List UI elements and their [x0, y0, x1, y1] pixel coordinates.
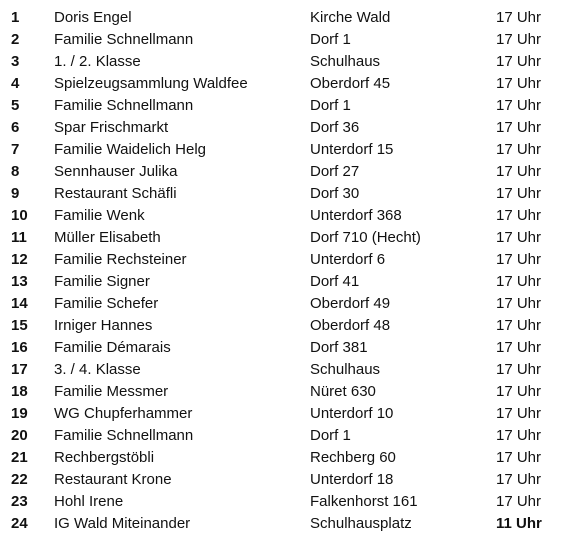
time: 17 Uhr — [496, 493, 542, 510]
table-row — [0, 161, 568, 183]
host-name: Hohl Irene — [54, 493, 124, 510]
host-name: Spar Frischmarkt — [54, 119, 169, 136]
location: Dorf 710 (Hecht) — [310, 229, 421, 246]
time: 17 Uhr — [496, 141, 542, 158]
host-name: Familie Schefer — [54, 295, 159, 312]
table-row — [0, 469, 568, 491]
time: 17 Uhr — [496, 273, 542, 290]
location: Dorf 30 — [310, 185, 360, 202]
location: Oberdorf 49 — [310, 295, 391, 312]
table-row — [0, 7, 568, 29]
host-name: 3. / 4. Klasse — [54, 361, 141, 378]
host-name: Spielzeugsammlung Waldfee — [54, 75, 248, 92]
table-row — [0, 117, 568, 139]
location: Schulhausplatz — [310, 515, 412, 532]
row-number: 8 — [11, 163, 20, 180]
host-name: IG Wald Miteinander — [54, 515, 191, 532]
table-row — [0, 205, 568, 227]
row-number: 24 — [11, 515, 28, 532]
location: Unterdorf 18 — [310, 471, 394, 488]
row-number: 14 — [11, 295, 28, 312]
row-number: 15 — [11, 317, 28, 334]
host-name: WG Chupferhammer — [54, 405, 193, 422]
table-row — [0, 139, 568, 161]
table-row — [0, 403, 568, 425]
time: 17 Uhr — [496, 251, 542, 268]
table-row — [0, 447, 568, 469]
time: 17 Uhr — [496, 75, 542, 92]
host-name: Familie Rechsteiner — [54, 251, 187, 268]
location: Unterdorf 6 — [310, 251, 386, 268]
host-name: Restaurant Schäfli — [54, 185, 177, 202]
host-name: Doris Engel — [54, 9, 132, 26]
location: Rechberg 60 — [310, 449, 396, 466]
location: Dorf 27 — [310, 163, 360, 180]
location: Nüret 630 — [310, 383, 376, 400]
time: 17 Uhr — [496, 9, 542, 26]
row-number: 18 — [11, 383, 28, 400]
host-name: Familie Schnellmann — [54, 31, 194, 48]
row-number: 3 — [11, 53, 20, 70]
time: 17 Uhr — [496, 229, 542, 246]
table-row — [0, 315, 568, 337]
location: Kirche Wald — [310, 9, 391, 26]
time: 17 Uhr — [496, 427, 542, 444]
time: 17 Uhr — [496, 405, 542, 422]
table-row — [0, 271, 568, 293]
host-name: Irniger Hannes — [54, 317, 153, 334]
row-number: 13 — [11, 273, 28, 290]
host-name: Familie Schnellmann — [54, 427, 194, 444]
host-name: Familie Waidelich Helg — [54, 141, 206, 158]
location: Dorf 1 — [310, 427, 351, 444]
time: 17 Uhr — [496, 361, 542, 378]
table-row — [0, 425, 568, 447]
location: Dorf 41 — [310, 273, 360, 290]
location: Oberdorf 48 — [310, 317, 391, 334]
row-number: 9 — [11, 185, 20, 202]
table-row — [0, 29, 568, 51]
host-name: 1. / 2. Klasse — [54, 53, 141, 70]
row-number: 2 — [11, 31, 20, 48]
row-number: 16 — [11, 339, 28, 356]
location: Unterdorf 10 — [310, 405, 394, 422]
row-number: 12 — [11, 251, 28, 268]
row-number: 5 — [11, 97, 20, 114]
host-name: Familie Schnellmann — [54, 97, 194, 114]
table-row — [0, 293, 568, 315]
table-row — [0, 249, 568, 271]
table-row — [0, 227, 568, 249]
time: 17 Uhr — [496, 119, 542, 136]
location: Schulhaus — [310, 53, 381, 70]
location: Dorf 36 — [310, 119, 360, 136]
location: Dorf 1 — [310, 31, 351, 48]
location: Oberdorf 45 — [310, 75, 391, 92]
time: 17 Uhr — [496, 383, 542, 400]
time: 17 Uhr — [496, 163, 542, 180]
time: 17 Uhr — [496, 449, 542, 466]
table-row — [0, 359, 568, 381]
table-row — [0, 381, 568, 403]
table-row — [0, 337, 568, 359]
row-number: 7 — [11, 141, 20, 158]
row-number: 4 — [11, 75, 20, 92]
host-name: Familie Wenk — [54, 207, 145, 224]
row-number: 11 — [11, 229, 27, 246]
location: Schulhaus — [310, 361, 381, 378]
table-row — [0, 51, 568, 73]
location: Unterdorf 15 — [310, 141, 394, 158]
time: 17 Uhr — [496, 339, 542, 356]
host-name: Müller Elisabeth — [54, 229, 161, 246]
time: 17 Uhr — [496, 317, 542, 334]
table-row — [0, 73, 568, 95]
time: 11 Uhr — [496, 515, 542, 532]
row-number: 6 — [11, 119, 20, 136]
location: Dorf 1 — [310, 97, 351, 114]
location: Dorf 381 — [310, 339, 368, 356]
row-number: 10 — [11, 207, 28, 224]
location: Unterdorf 368 — [310, 207, 402, 224]
time: 17 Uhr — [496, 97, 542, 114]
host-name: Rechbergstöbli — [54, 449, 155, 466]
row-number: 19 — [11, 405, 28, 422]
time: 17 Uhr — [496, 53, 542, 70]
time: 17 Uhr — [496, 31, 542, 48]
row-number: 17 — [11, 361, 28, 378]
time: 17 Uhr — [496, 295, 542, 312]
table-row — [0, 95, 568, 117]
table-row — [0, 491, 568, 513]
host-name: Familie Messmer — [54, 383, 169, 400]
table-row — [0, 513, 568, 535]
host-name: Familie Démarais — [54, 339, 171, 356]
host-name: Sennhauser Julika — [54, 163, 178, 180]
time: 17 Uhr — [496, 471, 542, 488]
table-row — [0, 183, 568, 205]
row-number: 20 — [11, 427, 28, 444]
host-name: Restaurant Krone — [54, 471, 172, 488]
row-number: 22 — [11, 471, 28, 488]
row-number: 1 — [11, 9, 20, 26]
time: 17 Uhr — [496, 207, 542, 224]
row-number: 21 — [11, 449, 28, 466]
host-name: Familie Signer — [54, 273, 150, 290]
row-number: 23 — [11, 493, 28, 510]
time: 17 Uhr — [496, 185, 542, 202]
location: Falkenhorst 161 — [310, 493, 418, 510]
